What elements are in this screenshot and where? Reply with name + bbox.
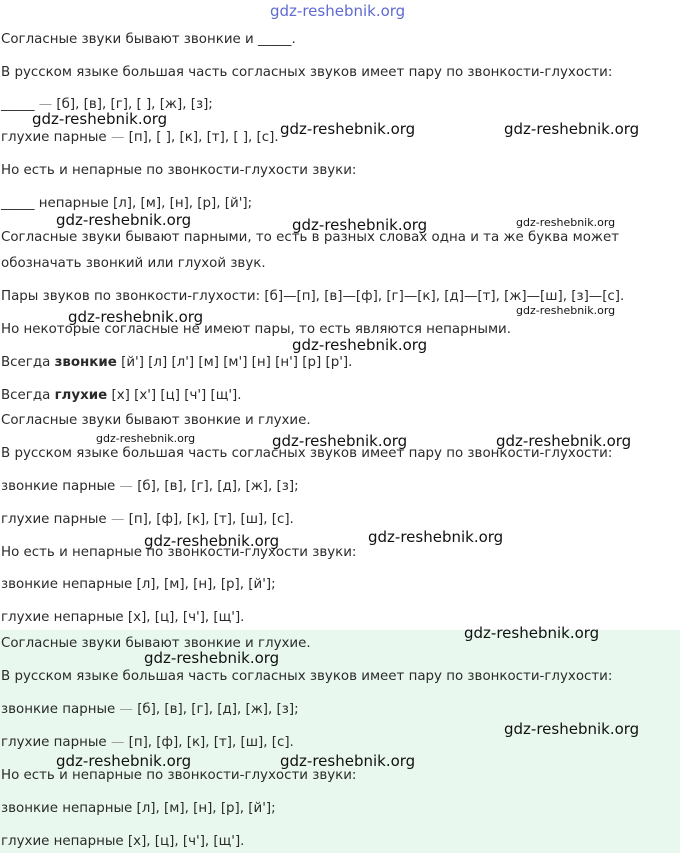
- dash: —: [38, 97, 53, 112]
- watermark: gdz-reshebnik.org: [516, 216, 616, 229]
- answer-line-3-text: [б], [в], [г], [д], [ж], [з];: [137, 702, 299, 717]
- watermark: gdz-reshebnik.org: [516, 304, 616, 317]
- dash: —: [119, 702, 133, 717]
- blank: _____: [1, 97, 35, 112]
- task-line-3-text: [б], [в], [г], [ ], [ж], [з];: [56, 97, 213, 112]
- rule-line-5-pre: Всегда: [1, 355, 51, 370]
- solution-line-4-text: [п], [ф], [к], [т], [ш], [с].: [128, 512, 294, 527]
- answer-line-3-label: звонкие парные: [1, 702, 116, 717]
- rule-line-5-bold: звонкие: [54, 355, 117, 370]
- task-line-1: Согласные звуки бывают звонкие и _____.: [1, 32, 296, 47]
- solution-line-6: звонкие непарные [л], [м], [н], [р], [й'];: [1, 577, 276, 592]
- answer-line-1: Согласные звуки бывают звонкие и глухие.: [1, 636, 311, 651]
- watermark: gdz-reshebnik.org: [68, 308, 204, 326]
- watermark: gdz-reshebnik.org: [32, 110, 168, 128]
- rule-line-6: [1, 388, 242, 404]
- solution-line-1: Согласные звуки бывают звонкие и глухие.: [1, 413, 311, 428]
- rule-line-5: [1, 355, 352, 371]
- task-line-5: Но есть и непарные по звонкости-глухости звуки:: [1, 163, 357, 178]
- solution-line-3-text: [б], [в], [г], [д], [ж], [з];: [137, 479, 299, 494]
- watermark: gdz-reshebnik.org: [280, 120, 416, 138]
- solution-line-4: [1, 512, 294, 528]
- task-line-4-label: глухие парные: [1, 130, 107, 145]
- answer-line-3: [1, 702, 299, 718]
- rule-line-4: Но некоторые согласные не имеют пары, то есть являются непарными.: [1, 322, 512, 337]
- watermark: gdz-reshebnik.org: [96, 432, 196, 445]
- rule-line-3: Пары звуков по звонкости-глухости: [б]—[п], [в]—[ф], [г]—[к], [д]—[т], [ж]—[ш], [з]—[с].: [1, 289, 625, 304]
- task-line-4-text: [п], [ ], [к], [т], [ ], [с].: [128, 130, 279, 145]
- watermark: gdz-reshebnik.org: [144, 532, 280, 550]
- watermark: gdz-reshebnik.org: [292, 216, 428, 234]
- watermark: gdz-reshebnik.org: [144, 649, 280, 667]
- watermark: gdz-reshebnik.org: [272, 432, 408, 450]
- answer-line-7: глухие непарные [х], [ц], [ч'], [щ'].: [1, 834, 245, 849]
- task-line-2: В русском языке большая часть согласных звуков имеет пару по звонкости-глухости:: [1, 65, 613, 80]
- solution-line-5: Но есть и непарные по звонкости-глухости звуки:: [1, 545, 357, 560]
- site-header[interactable]: gdz-reshebnik.org: [270, 2, 406, 20]
- dash: —: [110, 512, 125, 527]
- rule-line-6-pre: Всегда: [1, 388, 51, 403]
- solution-line-4-label: глухие парные: [1, 512, 107, 527]
- dash: —: [110, 735, 125, 750]
- rule-line-5-text: [й'] [л] [л'] [м] [м'] [н] [н'] [р] [р'].: [121, 355, 353, 370]
- answer-line-5: Но есть и непарные по звонкости-глухости звуки:: [1, 768, 357, 783]
- watermark: gdz-reshebnik.org: [56, 211, 192, 229]
- watermark: gdz-reshebnik.org: [280, 752, 416, 770]
- rule-line-6-bold: глухие: [54, 388, 108, 403]
- answer-line-4-text: [п], [ф], [к], [т], [ш], [с].: [128, 735, 294, 750]
- watermark: gdz-reshebnik.org: [368, 528, 504, 546]
- solution-line-7: глухие непарные [х], [ц], [ч'], [щ'].: [1, 610, 245, 625]
- rule-line-6-text: [х] [х'] [ц] [ч'] [щ'].: [111, 388, 242, 403]
- task-line-6: _____ непарные [л], [м], [н], [р], [й'];: [1, 196, 253, 211]
- watermark: gdz-reshebnik.org: [504, 120, 640, 138]
- watermark: gdz-reshebnik.org: [56, 752, 192, 770]
- answer-line-6: звонкие непарные [л], [м], [н], [р], [й'];: [1, 801, 276, 816]
- dash: —: [119, 479, 133, 494]
- answer-line-4-label: глухие парные: [1, 735, 107, 750]
- solution-line-2: В русском языке большая часть согласных звуков имеет пару по звонкости-глухости:: [1, 446, 613, 461]
- answer-line-2: В русском языке большая часть согласных звуков имеет пару по звонкости-глухости:: [1, 669, 613, 684]
- dash: —: [110, 130, 125, 145]
- rule-line-1: Согласные звуки бывают парными, то есть в разных словах одна и та же буква может: [1, 230, 620, 245]
- solution-line-3: [1, 479, 299, 495]
- task-line-4: [1, 130, 279, 146]
- watermark: gdz-reshebnik.org: [504, 720, 640, 738]
- answer-line-4: [1, 735, 294, 751]
- watermark: gdz-reshebnik.org: [292, 336, 428, 354]
- watermark: gdz-reshebnik.org: [496, 432, 632, 450]
- rule-line-2: обозначать звонкий или глухой звук.: [1, 256, 266, 271]
- watermark: gdz-reshebnik.org: [464, 624, 600, 642]
- solution-line-3-label: звонкие парные: [1, 479, 116, 494]
